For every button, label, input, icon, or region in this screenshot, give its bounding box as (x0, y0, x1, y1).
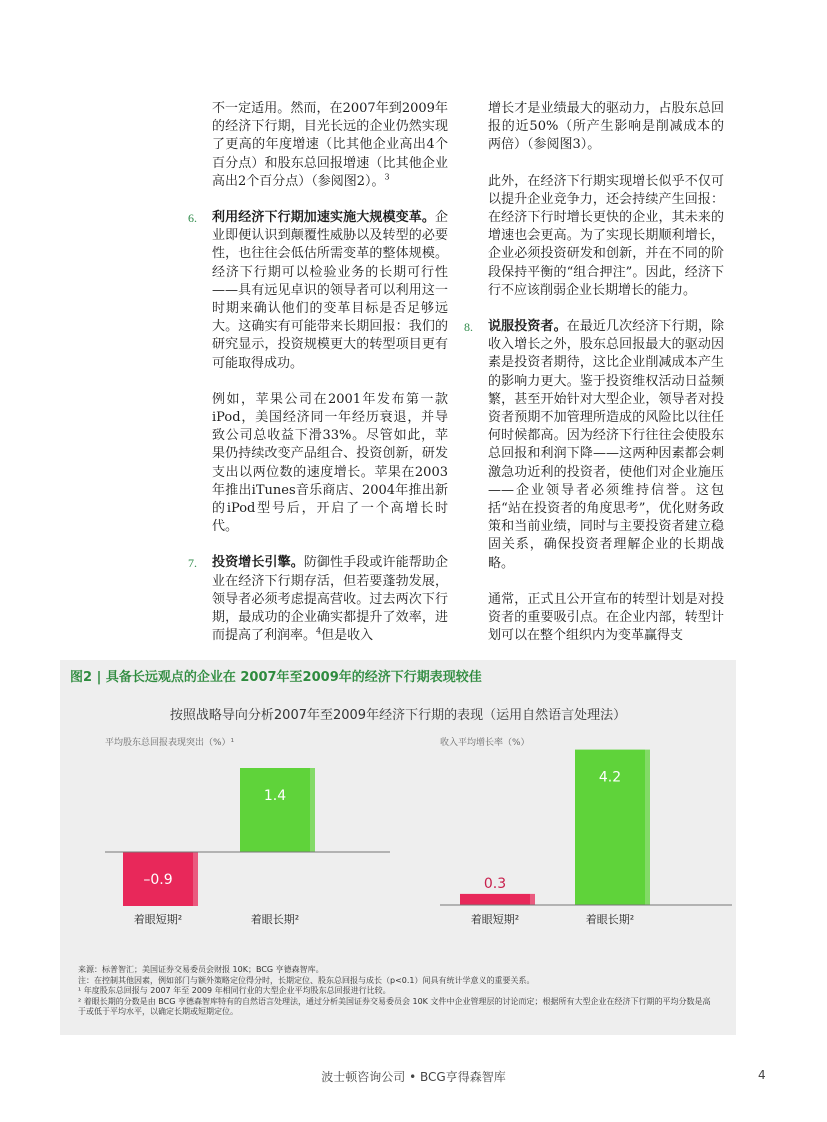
paragraph: 通常，正式且公开宣布的转型计划是对投资者的重要吸引点。在企业内部，转型计划可以在整个组织内为变革赢得支 (488, 591, 724, 644)
data-label: 1.4 (263, 788, 287, 804)
right-column (464, 100, 724, 645)
list-item-7 (188, 554, 448, 645)
axis-label: 平均股东总回报表现突出（%）¹ (105, 738, 235, 748)
bar (460, 894, 530, 905)
bar-charts (60, 660, 736, 960)
figure-subtitle: 按照战略导向分析2007年至2009年经济下行期的表现（运用自然语言处理法） (169, 708, 627, 723)
data-label: 4.2 (598, 769, 622, 786)
list-item-8 (464, 318, 724, 573)
footnote-ref: 4 (316, 626, 322, 636)
item-text: 防御性手段或许能帮助企业在经济下行期存活，但若要蓬勃发展，领导者必须考虑提高营收。过去两次下行期，最成功的企业确实都提升了效率，进而提高了利润率。 (212, 555, 448, 644)
item-text: 企业即便认识到颠覆性威胁以及转型的必要性，也往往会低估所需变革的整体规模。经济下行期可以检验业务的长期可行性——具有远见卓识的领导者可以利用这一时期来确认他们的变革目标是否足够远大。这确实有可能带来长期回报：我们的研究显示，投资规模更大的转型项目更有可能取得成功。 (212, 210, 448, 371)
bar (240, 768, 310, 852)
intro-paragraph (212, 100, 448, 191)
tick-label: 着眼长期² (585, 913, 635, 926)
footnote-1: ¹ 年度股东总回报与 2007 年至 2009 年相同行业的大型企业平均股东总回报进行比较。 (78, 986, 391, 995)
data-label: 0.3 (483, 875, 507, 892)
intro-text: 不一定适用。然而，在2007年到2009年的经济下行期，目光长远的企业仍然实现了更高的年度增速（比其他企业高出4个百分点）和股东总回报增速（比其他企业高出2个百分点）（参阅图2）。 (212, 101, 448, 189)
item-number: 6. (188, 211, 197, 226)
item-heading: 投资增长引擎。 (212, 555, 304, 571)
tick-label: 着眼短期² (470, 913, 520, 926)
figure-title: 图2 | 具备长远观点的企业在 2007年至2009年的经济下行期表现较佳 (70, 670, 482, 685)
source-note: 来源：标普智汇；美国证券交易委员会财报 10K；BCG 亨德森智库。 (78, 965, 324, 974)
bar-side (530, 894, 535, 905)
page-footer: 波士顿咨询公司 • BCG亨得森智库 (321, 1070, 506, 1084)
footnote-2: ² 着眼长期的分数是由 BCG 亨德森智库特有的自然语言处理法，通过分析美国证券交易委员会 10K 文件中企业管理层的讨论而定；根据所有大型企业在经济下行期的平均分数是高于或低于平均水平，以确定长期或短期定位。 (78, 996, 711, 1016)
item-number: 7. (188, 556, 197, 571)
item-heading: 利用经济下行期加速实施大规模变革。 (212, 210, 435, 226)
list-item-6 (188, 209, 448, 536)
page-number: 4 (758, 1068, 766, 1082)
item-number: 8. (464, 320, 473, 335)
item-text: 在最近几次经济下行期，除收入增长之外，股东总回报最大的驱动因素是投资者期待，这比企业削减成本产生的影响力更大。鉴于投资维权活动日益频繁，甚至开始针对大型企业，领导者对投资者预期不加管理所造成的风险比以往任何时候都高。因为经济下行往往会使股东总回报和利润下降——这两种因素都会刺激急功近利的投资者，使他们对企业施压——企业领导者必须维持信誉。这包括“站在投资者的角度思考”，优化财务政策和当前业绩，同时与主要投资者建立稳固关系，确保投资者理解企业的长期战略。 (488, 319, 724, 571)
footnote-ref: 3 (384, 172, 390, 182)
paragraph: 此外，在经济下行期实现增长似乎不仅可以提升企业竞争力，还会持续产生回报：在经济下行时增长更快的企业，其未来的增速也会更高。为了实现长期顺利增长，企业必须投资研发和创新，并在不同的阶段保持平衡的“组合押注”。因此，经济下行不应该削弱企业长期增长的能力。 (488, 173, 724, 298)
item-text-tail: 但是收入 (321, 628, 374, 644)
item-heading: 说服投资者。 (488, 319, 567, 335)
data-label: –0.9 (143, 872, 173, 888)
axis-label: 收入平均增长率（%） (440, 738, 530, 748)
tick-label: 着眼短期² (133, 913, 183, 926)
bar-side (645, 750, 650, 905)
figure-notes (78, 965, 718, 1018)
item-paragraph: 例如，苹果公司在2001年发布第一款iPod，美国经济同一年经历衰退，并导致公司总收益下滑33%。尽管如此，苹果仍持续改变产品组合、投资创新，研发支出以两位数的速度增长。苹果在2003年推出iTunes音乐商店、2004年推出新的iPod型号后，开启了一个高增长时代。 (212, 391, 448, 535)
note: 注：在控制其他因素，例如部门与额外策略定位得分时，长期定位、股东总回报与成长（p<0.1）间具有统计学意义的重要关系。 (78, 975, 535, 985)
bar-side (310, 768, 315, 852)
continued-paragraph: 增长才是业绩最大的驱动力，占股东总回报的近50%（所产生影响是削减成本的两倍）（参阅图3）。 (488, 101, 724, 153)
figure-2 (60, 660, 736, 1035)
tick-label: 着眼长期² (250, 913, 300, 926)
left-column (188, 100, 448, 645)
bar-side (193, 852, 198, 906)
